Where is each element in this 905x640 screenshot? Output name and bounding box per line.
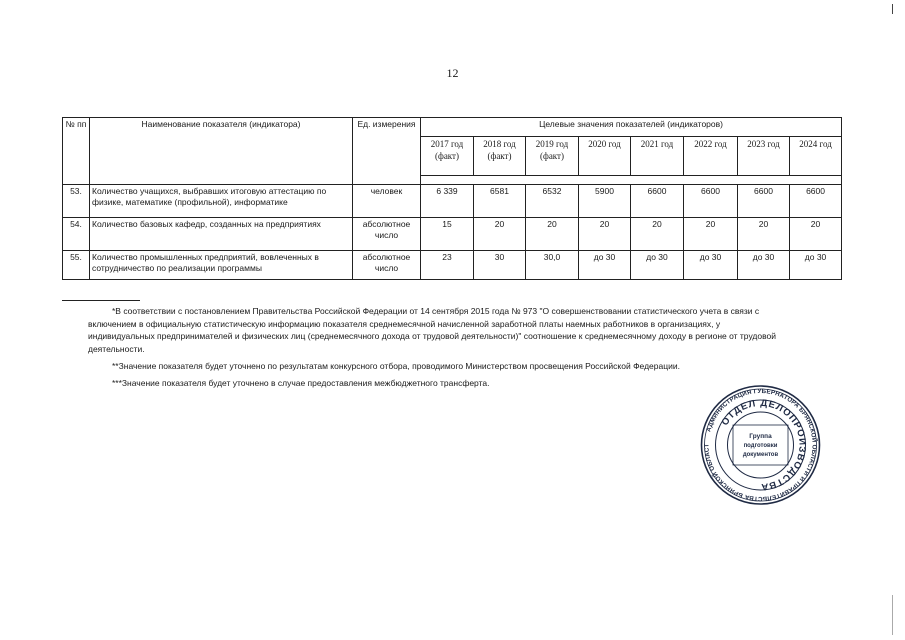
row-name: Количество базовых кафедр, созданных на предприятиях: [90, 218, 353, 251]
row-value: 30,0: [526, 251, 579, 280]
header-targets: Целевые значения показателей (индикаторов): [421, 118, 842, 137]
row-value: 5900: [579, 185, 631, 218]
row-value: до 30: [790, 251, 842, 280]
row-value: 6600: [790, 185, 842, 218]
row-name: Количество учащихся, выбравших итоговую аттестацию по физике, математике (профильной), информатике: [90, 185, 353, 218]
header-year: 2022 год: [684, 137, 738, 176]
row-unit: человек: [353, 185, 421, 218]
row-value: 30: [474, 251, 526, 280]
stamp-outer-text: АДМИНИСТРАЦИЯ ГУБЕРНАТОРА БРЯНСКОЙ ОБЛАСТИ И ПРАВИТЕЛЬСТВА БРЯНСКОЙ ОБЛАСТ: [703, 387, 818, 503]
row-num: 54.: [63, 218, 90, 251]
header-year: 2023 год: [738, 137, 790, 176]
row-value: 6532: [526, 185, 579, 218]
row-value: 20: [738, 218, 790, 251]
stamp-inner-text: ОТДЕЛ ДЕЛОПРОИЗВОДСТВА: [719, 397, 808, 493]
row-num: 53.: [63, 185, 90, 218]
row-value: 6600: [631, 185, 684, 218]
row-num: 55.: [63, 251, 90, 280]
row-value: 6600: [738, 185, 790, 218]
row-value: до 30: [738, 251, 790, 280]
header-year: 2017 год (факт): [421, 137, 474, 176]
row-unit: абсолютное число: [353, 218, 421, 251]
header-year: 2018 год (факт): [474, 137, 526, 176]
row-value: 23: [421, 251, 474, 280]
row-value: 20: [474, 218, 526, 251]
table-row: [63, 218, 842, 251]
header-unit: Ед. измерения: [353, 118, 421, 185]
page-number: 12: [446, 66, 459, 80]
row-name: Количество промышленных предприятий, вовлеченных в сотрудничество по реализации программы: [90, 251, 353, 280]
scan-edge-mark: [892, 595, 893, 635]
header-year: 2024 год: [790, 137, 842, 176]
row-value: 6 339: [421, 185, 474, 218]
row-value: 20: [579, 218, 631, 251]
footnote-separator: [62, 300, 140, 301]
indicators-table: [62, 117, 842, 280]
stamp-seal-graphic: [693, 385, 828, 505]
header-year: 2021 год: [631, 137, 684, 176]
footnote-1-text: *В соответствии с постановлением Правительства Российской Федерации от 14 сентября 2015 года № 973 "О совершенствовании статистического учета в связи с включением в официальную статистическую информацию показателя среднемесячной начисленной заработной платы наемных работников в организациях, у индивидуальных предпринимателей и физических лиц (среднемесячного дохода от трудовой деятельности)" соотношение к среднемесячному доходу в регионе от трудовой деятельности.: [88, 306, 776, 354]
stamp-center-line-2: подготовки: [743, 443, 778, 449]
header-year: 2019 год (факт): [526, 137, 579, 176]
row-value: до 30: [684, 251, 738, 280]
official-stamp: [693, 385, 828, 505]
row-value: до 30: [631, 251, 684, 280]
indicators-table-container: [62, 117, 841, 280]
row-value: 6600: [684, 185, 738, 218]
row-unit: абсолютное число: [353, 251, 421, 280]
row-value: 20: [790, 218, 842, 251]
row-value: 15: [421, 218, 474, 251]
scan-edge-mark: [892, 4, 893, 14]
header-name: Наименование показателя (индикатора): [90, 118, 353, 185]
row-value: 20: [684, 218, 738, 251]
footnotes: [88, 305, 788, 393]
row-value: 20: [631, 218, 684, 251]
header-spacer: [421, 176, 842, 185]
footnote-2: **Значение показателя будет уточнено по результатам конкурсного отбора, проводимого Министерством просвещения Российской Федерации.: [112, 361, 680, 371]
row-value: 6581: [474, 185, 526, 218]
table-row: [63, 185, 842, 218]
row-value: до 30: [579, 251, 631, 280]
stamp-center-line-1: Группа: [749, 433, 772, 440]
table-row: [63, 251, 842, 280]
header-num: № пп: [63, 118, 90, 185]
footnote-3: ***Значение показателя будет уточнено в случае предоставления межбюджетного трансферта.: [112, 377, 490, 388]
row-value: 20: [526, 218, 579, 251]
stamp-center-line-3: документов: [742, 452, 779, 458]
header-year: 2020 год: [579, 137, 631, 176]
footnote-1: [88, 305, 788, 355]
